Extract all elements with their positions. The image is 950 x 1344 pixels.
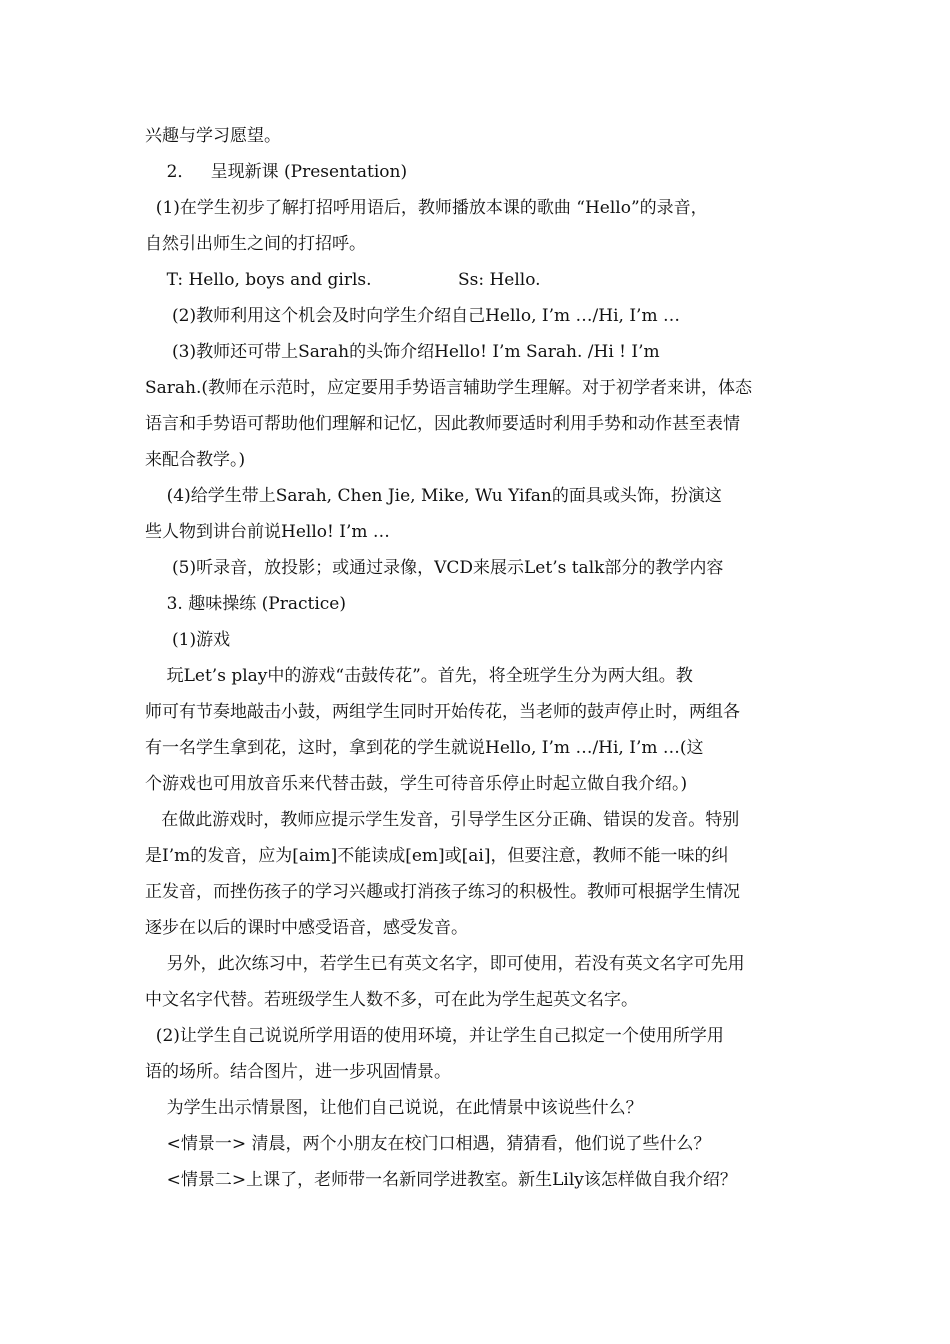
text-line: 语的场所。结合图片，进一步巩固情景。 [145,1062,451,1082]
text-line: (4)给学生带上Sarah, Chen Jie, Mike, Wu Yifan的面具或头饰，扮演这 [145,486,722,506]
text-line: (3)教师还可带上Sarah的头饰介绍Hello! I’m Sarah. /Hi ! I’m [145,342,660,362]
text-line: 有一名学生拿到花，这时，拿到花的学生就说Hello, I’m …/Hi, I’m …(这 [145,738,704,758]
text-line: 师可有节奏地敲击小鼓，两组学生同时开始传花，当老师的鼓声停止时，两组各 [145,702,740,722]
text-line: (2)教师利用这个机会及时向学生介绍自己Hello, I’m …/Hi, I’m … [145,306,680,326]
document-body [145,118,813,1198]
text-line: 另外，此次练习中，若学生已有英文名字，即可使用，若没有英文名字可先用 [145,954,745,974]
text-line: 为学生出示情景图，让他们自己说说，在此情景中该说些什么？ [145,1098,643,1118]
text-line: 来配合教学。) [145,450,246,470]
text-line: (5)听录音，放投影；或通过录像，VCD来展示Let’s talk部分的教学内容 [145,558,724,578]
text-line: 是I’m的发音，应为[aim]不能读成[em]或[ai]，但要注意，教师不能一味的纠 [145,846,729,866]
text-line: 在做此游戏时，教师应提示学生发音，引导学生区分正确、错误的发音。特别 [145,810,740,830]
text-line: 中文名字代替。若班级学生人数不多，可在此为学生起英文名字。 [145,990,638,1010]
text-line: (1)在学生初步了解打招呼用语后，教师播放本课的歌曲 “Hello”的录音， [145,198,708,218]
text-line: (2)让学生自己说说所学用语的使用环境，并让学生自己拟定一个使用所学用 [145,1026,724,1046]
text-line: 个游戏也可用放音乐来代替击鼓，学生可待音乐停止时起立做自我介绍。) [145,774,688,794]
subheading-game: (1)游戏 [145,630,231,650]
text-line: 正发音，而挫伤孩子的学习兴趣或打消孩子练习的积极性。教师可根据学生情况 [145,882,740,902]
text-line: 些人物到讲台前说Hello! I’m … [145,522,390,542]
section-heading-presentation: 2． 呈现新课 (Presentation) [145,162,408,182]
dialogue-line: T: Hello, boys and girls. Ss: Hello. [145,270,541,290]
text-line: 逐步在以后的课时中感受语音，感受发音。 [145,918,468,938]
text-line: 玩Let’s play中的游戏“击鼓传花”。首先，将全班学生分为两大组。教 [145,666,693,686]
scenario-one: <情景一> 清晨，两个小朋友在校门口相遇，猜猜看，他们说了些什么？ [145,1134,711,1154]
text-line: Sarah.(教师在示范时，应定要用手势语言辅助学生理解。对于初学者来讲，体态 [145,378,753,398]
text-line: 兴趣与学习愿望。 [145,126,281,146]
text-line: 自然引出师生之间的打招呼。 [145,234,366,254]
section-heading-practice: 3. 趣味操练 (Practice) [145,594,346,614]
text-line: 语言和手势语可帮助他们理解和记忆，因此教师要适时利用手势和动作甚至表情 [145,414,740,434]
scenario-two: <情景二>上课了，老师带一名新同学进教室。新生Lily该怎样做自我介绍？ [145,1170,737,1190]
